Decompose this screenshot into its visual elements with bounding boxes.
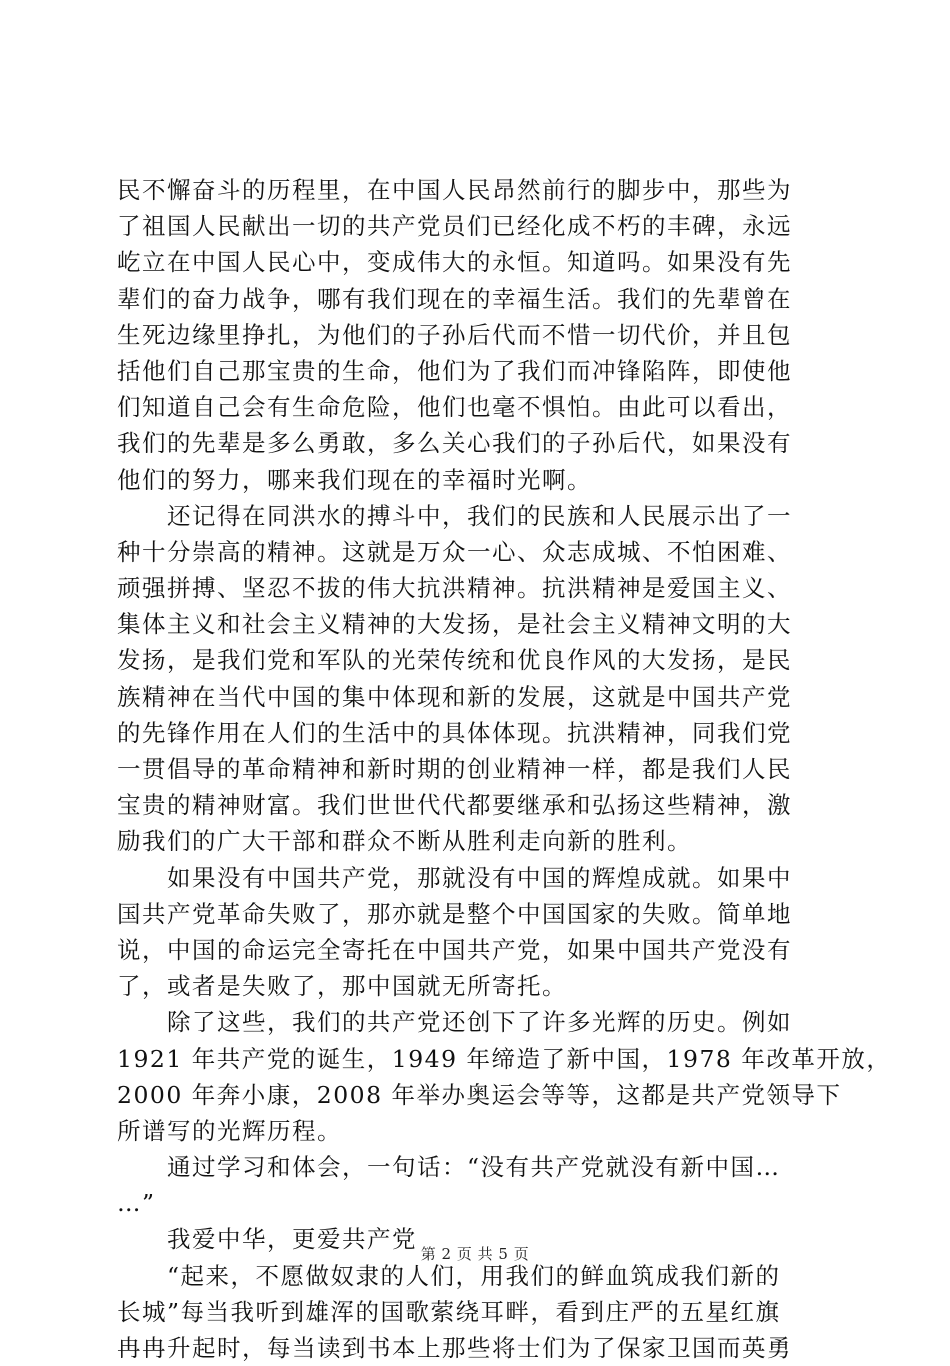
text-line: …” (117, 1189, 156, 1218)
text-line: 通过学习和体会，一句话：“没有共产党就没有新中国… (117, 1153, 781, 1182)
text-line: 民不懈奋斗的历程里，在中国人民昂然前行的脚步中，那些为 (117, 176, 792, 204)
text-line: 除了这些，我们的共产党还创下了许多光辉的历史。例如 (117, 1008, 792, 1037)
text-line: 顽强拼搏、坚忍不拔的伟大抗洪精神。抗洪精神是爱国主义、 (117, 574, 792, 603)
text-line: 了，或者是失败了，那中国就无所寄托。 (117, 972, 567, 1001)
text-line: 发扬，是我们党和军队的光荣传统和优良作风的大发扬，是民 (117, 646, 792, 675)
text-line: 他们的努力，哪来我们现在的幸福时光啊。 (117, 465, 592, 494)
text-line: 族精神在当代中国的集中体现和新的发展，这就是中国共产党 (117, 682, 792, 711)
text-line: 屹立在中国人民心中，变成伟大的永恒。知道吗。如果没有先 (117, 248, 792, 277)
text-line: 了祖国人民献出一切的共产党员们已经化成不朽的丰碑，永远 (117, 212, 792, 241)
text-line: 我们的先辈是多么勇敢，多么关心我们的子孙后代，如果没有 (117, 429, 792, 458)
text-line: 国共产党革命失败了，那亦就是整个中国国家的失败。简单地 (117, 899, 792, 928)
text-line: 说，中国的命运完全寄托在中国共产党，如果中国共产党没有 (117, 935, 792, 964)
text-line: 括他们自己那宝贵的生命，他们为了我们而冲锋陷阵，即使他 (117, 356, 792, 385)
text-line: 们知道自己会有生命危险，他们也毫不惧怕。由此可以看出， (117, 393, 792, 422)
text-line: 还记得在同洪水的搏斗中，我们的民族和人民展示出了一 (117, 501, 792, 530)
text-line: 宝贵的精神财富。我们世世代代都要继承和弘扬这些精神，激 (117, 791, 792, 820)
text-line: 如果没有中国共产党，那就没有中国的辉煌成就。如果中 (117, 863, 792, 892)
text-line: 1921 年共产党的诞生，1949 年缔造了新中国，1978 年改革开放， (117, 1044, 892, 1073)
text-line: 集体主义和社会主义精神的大发扬，是社会主义精神文明的大 (117, 610, 792, 639)
text-line: 的先锋作用在人们的生活中的具体体现。抗洪精神，同我们党 (117, 718, 792, 747)
text-line: 2000 年奔小康，2008 年举办奥运会等等，这都是共产党领导下 (117, 1080, 842, 1109)
text-line: 长城”每当我听到雄浑的国歌萦绕耳畔，看到庄严的五星红旗 (117, 1297, 781, 1326)
text-line: 所谱写的光辉历程。 (117, 1116, 342, 1145)
text-line: 我爱中华，更爱共产党 (117, 1225, 417, 1254)
document-body (117, 172, 892, 1366)
text-line: 辈们的奋力战争，哪有我们现在的幸福生活。我们的先辈曾在 (117, 284, 792, 313)
page-footer: 第 2 页 共 5 页 (420, 1245, 530, 1263)
text-line: 种十分崇高的精神。这就是万众一心、众志成城、不怕困难、 (117, 537, 792, 566)
text-line: 生死边缘里挣扎，为他们的子孙后代而不惜一切代价，并且包 (117, 320, 792, 349)
text-line: 一贯倡导的革命精神和新时期的创业精神一样，都是我们人民 (117, 755, 792, 783)
text-line: 励我们的广大干部和群众不断从胜利走向新的胜利。 (117, 827, 692, 856)
text-line: “起来，不愿做奴隶的人们，用我们的鲜血筑成我们新的 (117, 1261, 781, 1290)
text-line: 冉冉升起时，每当读到书本上那些将士们为了保家卫国而英勇 (117, 1334, 792, 1362)
